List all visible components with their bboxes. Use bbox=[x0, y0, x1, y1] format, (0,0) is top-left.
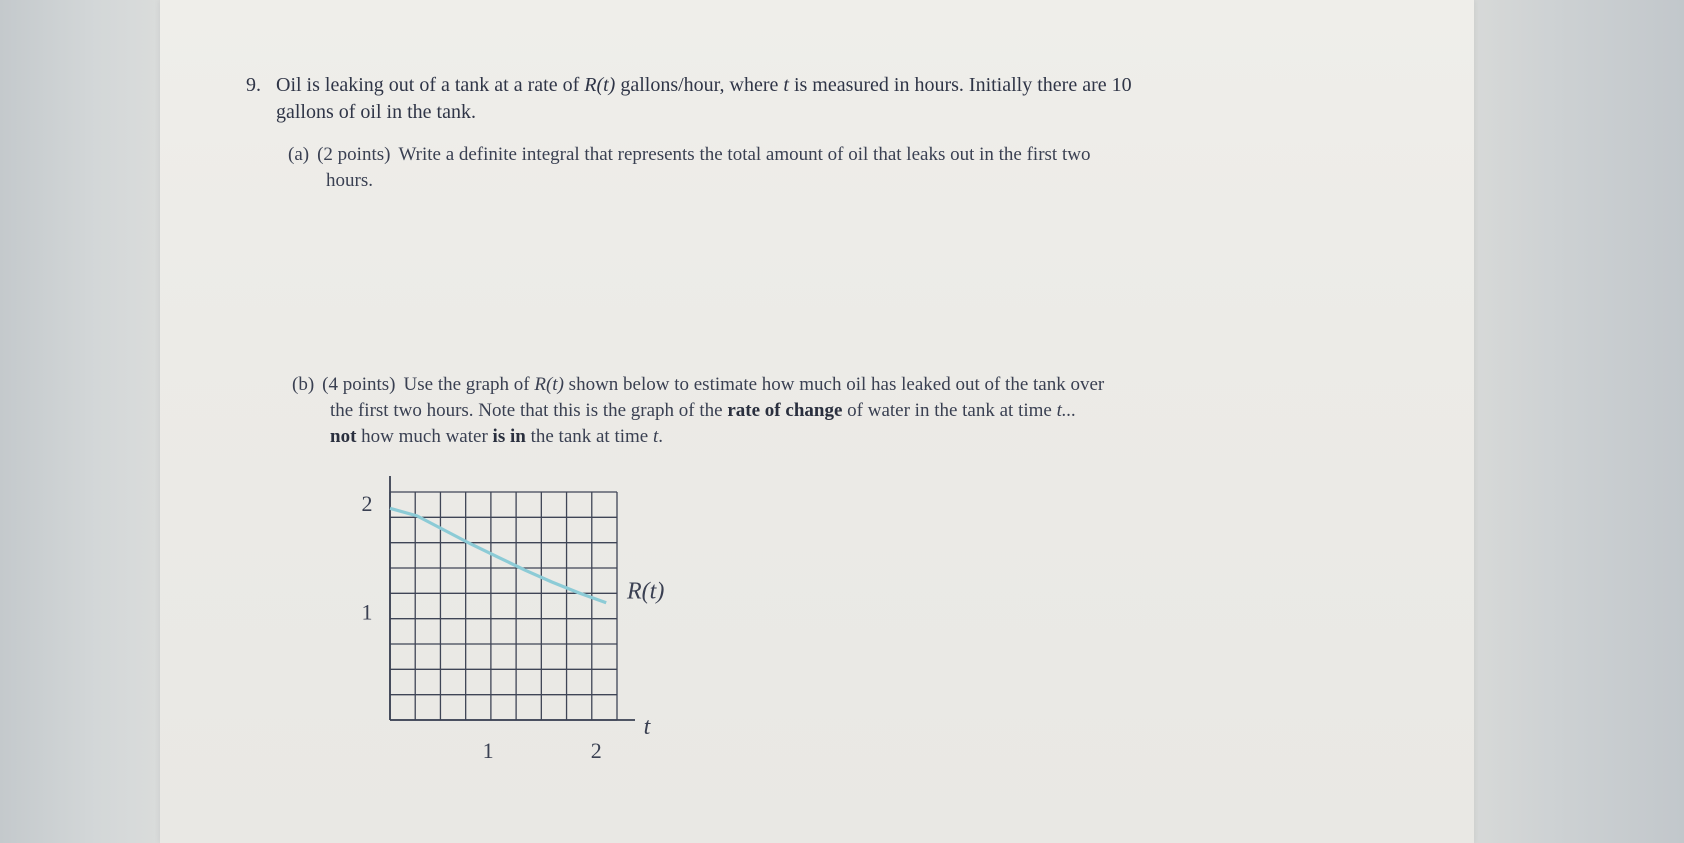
rate-graph-svg bbox=[355, 480, 675, 810]
monitor-bezel-right bbox=[1474, 0, 1684, 843]
x-tick-label: 1 bbox=[482, 738, 494, 763]
part-b-text: how much water bbox=[356, 426, 493, 447]
part-a-points: (2 points) bbox=[317, 144, 391, 165]
axes bbox=[390, 476, 635, 720]
labels bbox=[362, 491, 665, 763]
question-number: 9. bbox=[246, 74, 261, 96]
prompt-text: gallons/hour, where bbox=[615, 74, 784, 96]
prompt-text: is measured in hours. Initially there are 10 bbox=[788, 74, 1132, 96]
time-variable: t bbox=[783, 74, 789, 96]
series-line-r-t bbox=[390, 508, 606, 602]
grid bbox=[390, 492, 617, 720]
part-a bbox=[288, 142, 1398, 194]
part-b-points: (4 points) bbox=[322, 374, 396, 395]
part-b-line-3 bbox=[292, 424, 1402, 450]
time-variable: t bbox=[652, 426, 659, 447]
part-b-text: shown below to estimate how much oil has leaked out of the tank over bbox=[563, 374, 1105, 395]
emphasis-text: is in bbox=[492, 426, 526, 447]
y-tick-label: 2 bbox=[361, 490, 373, 516]
time-variable: t... bbox=[1056, 400, 1077, 421]
rate-function: R(t) bbox=[534, 374, 564, 395]
part-b-text: of water in the tank at time bbox=[842, 400, 1057, 421]
part-b-text: the tank at time bbox=[525, 426, 653, 447]
prompt-text: Oil is leaking out of a tank at a rate of bbox=[276, 74, 585, 96]
emphasis-text: rate of change bbox=[727, 400, 843, 421]
part-b-text: Use the graph of bbox=[403, 374, 535, 395]
prompt-text: gallons of oil in the tank. bbox=[276, 101, 476, 123]
emphasis-text: not bbox=[330, 426, 357, 447]
curve-layer bbox=[390, 508, 606, 602]
rate-graph bbox=[355, 480, 675, 820]
x-tick-label: 2 bbox=[590, 738, 602, 763]
y-tick-label: 1 bbox=[361, 599, 373, 625]
monitor-bezel-left bbox=[0, 0, 160, 843]
part-b-label: (b) bbox=[292, 374, 315, 395]
curve-label: R(t) bbox=[627, 578, 665, 605]
part-b-text: . bbox=[658, 426, 664, 447]
rate-function: R(t) bbox=[584, 74, 616, 96]
part-b-line-2 bbox=[292, 398, 1402, 424]
part-a-text: Write a definite integral that represents the total amount of oil that leaks out in the first two bbox=[398, 144, 1091, 165]
worksheet-page bbox=[160, 0, 1474, 843]
part-a-text: hours. bbox=[326, 170, 373, 191]
part-b bbox=[292, 372, 1402, 450]
part-b-text: the first two hours. Note that this is the graph of the bbox=[330, 400, 728, 421]
part-a-label: (a) bbox=[288, 144, 310, 165]
question-prompt bbox=[276, 72, 1386, 126]
x-axis-label: t bbox=[643, 714, 651, 740]
